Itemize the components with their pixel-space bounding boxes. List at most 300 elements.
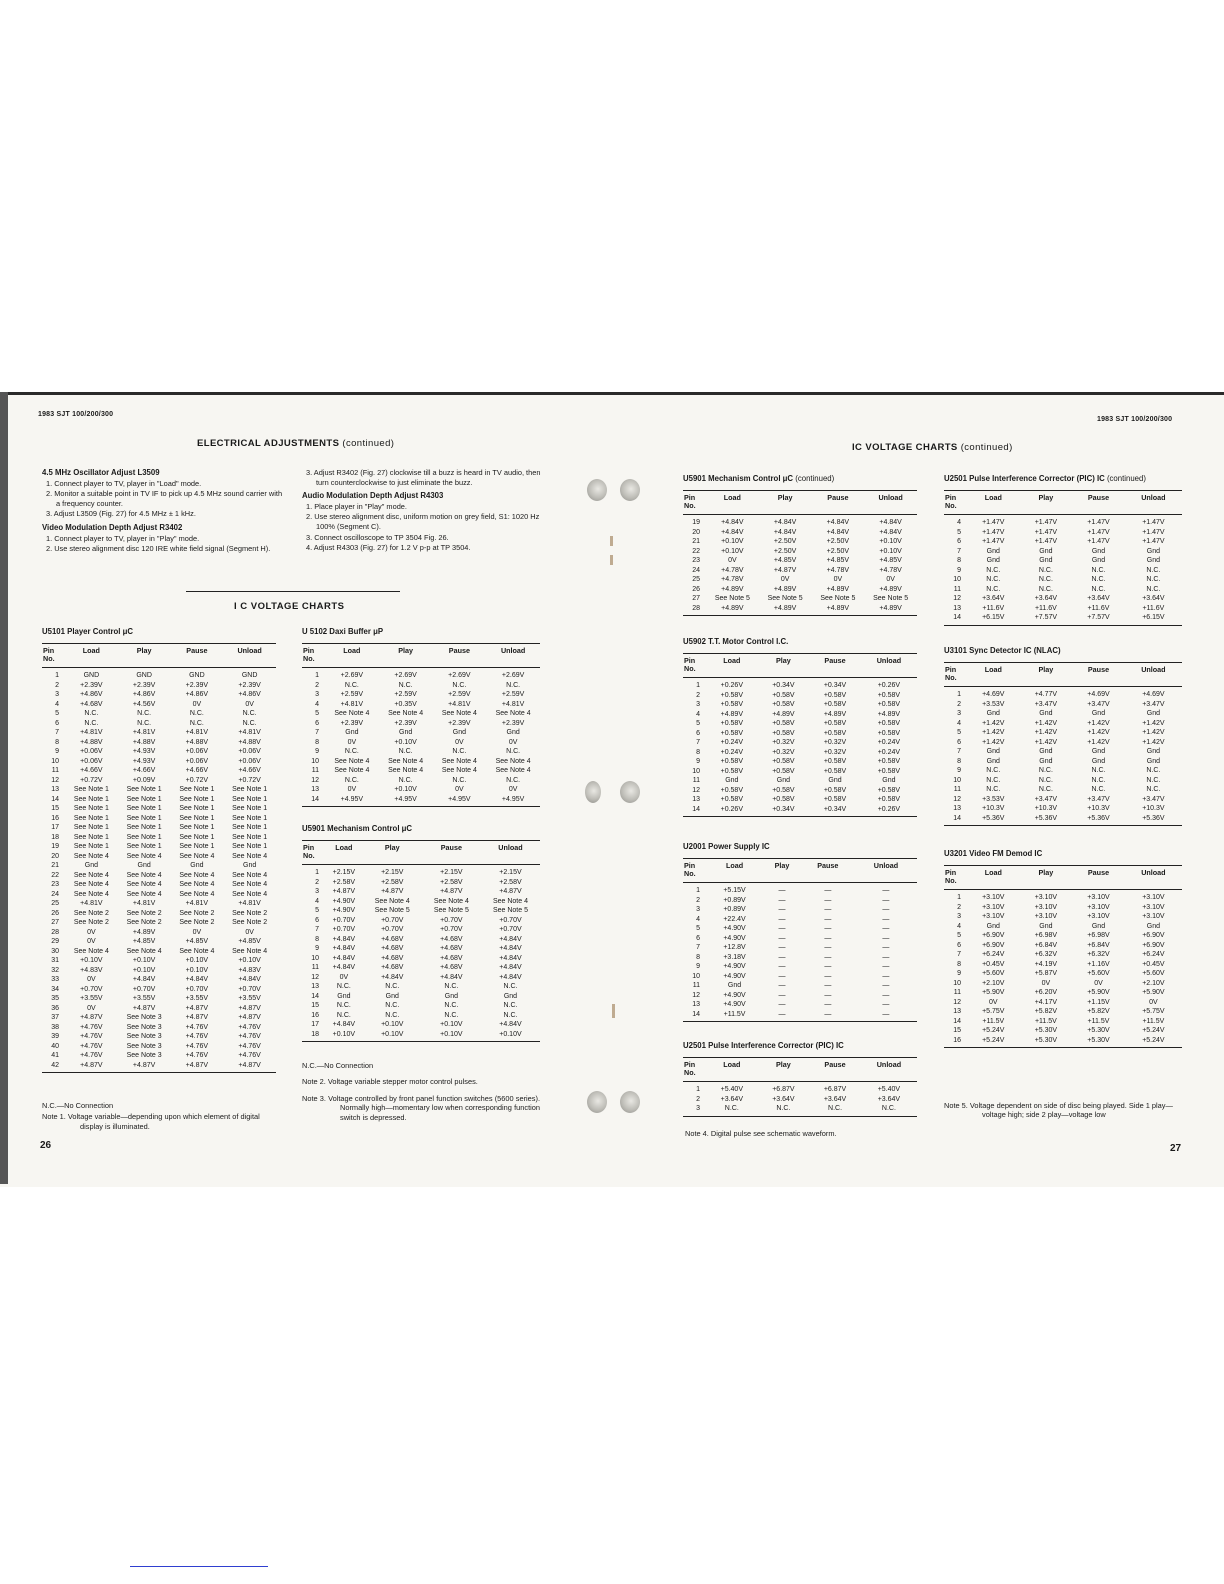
voltage-cell: +0.06V xyxy=(80,748,103,755)
voltage-cell: +0.58V xyxy=(720,720,743,727)
pin-cell: 20 xyxy=(51,852,59,860)
pin-cell: 6 xyxy=(957,538,961,545)
voltage-cell: — xyxy=(882,915,890,923)
header-row xyxy=(683,1058,917,1082)
table-title-text: U3201 Video FM Demod IC xyxy=(944,849,1043,858)
voltage-cell: N.C. xyxy=(1038,786,1053,793)
pin-cell: 13 xyxy=(953,604,961,612)
voltage-cell: +2.59V xyxy=(448,691,471,698)
table-row xyxy=(683,1000,917,1010)
voltage-cell: +2.69V xyxy=(340,672,364,679)
voltage-cell: +4.76V xyxy=(80,1052,103,1059)
voltage-cell: Gnd xyxy=(1146,557,1160,564)
table-row xyxy=(683,1010,917,1022)
voltage-cell: +2.69V xyxy=(394,672,417,679)
pin-cell: 8 xyxy=(315,738,319,746)
voltage-cell: +4.90V xyxy=(723,925,746,932)
voltage-cell: Gnd xyxy=(882,777,896,784)
voltage-cell: — xyxy=(882,1001,890,1008)
voltage-cell: See Note 4 xyxy=(388,710,424,717)
voltage-cell: +4.84V xyxy=(879,528,902,536)
voltage-cell: +4.89V xyxy=(826,585,850,593)
voltage-cell: +4.87V xyxy=(499,888,522,895)
voltage-cell: See Note 4 xyxy=(495,767,531,774)
pin-cell: 3 xyxy=(696,701,700,708)
voltage-cell: +4.95V xyxy=(325,795,379,807)
voltage-cell: +4.84V xyxy=(826,528,850,536)
voltage-cell: Gnd xyxy=(1146,547,1160,555)
voltage-cell: +1.47V xyxy=(1087,538,1110,545)
right-header-title: IC VOLTAGE CHARTS xyxy=(852,442,958,453)
col-pause: Pause xyxy=(433,644,487,668)
pin-cell: 2 xyxy=(315,878,319,886)
voltage-cell: See Note 2 xyxy=(126,919,162,926)
voltage-cell: +4.89V xyxy=(132,928,156,936)
binding-hole xyxy=(585,781,601,803)
table-row xyxy=(683,556,917,566)
col-unload: Unload xyxy=(223,644,276,668)
voltage-cell: +1.42V xyxy=(1087,729,1110,736)
table-row xyxy=(944,575,1182,585)
pin-cell: 17 xyxy=(311,1021,319,1028)
voltage-cell: See Note 1 xyxy=(179,833,215,841)
voltage-cell: N.C. xyxy=(503,1011,518,1019)
pin-cell: 5 xyxy=(957,932,961,939)
col-play: Play xyxy=(379,644,433,668)
binding-hole xyxy=(620,479,640,501)
voltage-table xyxy=(42,643,276,1073)
pin-cell: 1 xyxy=(55,672,59,679)
pin-cell: 8 xyxy=(696,953,700,961)
voltage-cell: See Note 1 xyxy=(232,786,268,793)
voltage-cell: +4.69V xyxy=(1142,691,1165,698)
voltage-cell: +3.64V xyxy=(823,1095,847,1103)
col-load: Load xyxy=(706,654,758,678)
voltage-cell: N.C. xyxy=(385,1011,400,1019)
voltage-cell: +0.24V xyxy=(720,739,743,746)
voltage-cell: +2.15V xyxy=(381,869,404,876)
voltage-cell: 0V xyxy=(87,976,96,983)
voltage-cell: See Note 4 xyxy=(495,757,531,765)
pin-cell: 1 xyxy=(957,691,961,698)
voltage-cell: See Note 4 xyxy=(441,767,477,774)
table-row xyxy=(42,956,276,966)
voltage-cell: See Note 4 xyxy=(334,767,370,774)
adjustment-steps xyxy=(42,479,288,519)
table-body xyxy=(302,668,540,807)
pin-cell: 7 xyxy=(957,748,961,755)
voltage-cell: +3.10V xyxy=(1087,903,1110,911)
voltage-cell: +0.35V xyxy=(394,700,417,708)
voltage-cell: N.C. xyxy=(137,719,152,727)
voltage-cell: +0.58V xyxy=(772,786,795,794)
voltage-cell: +0.58V xyxy=(877,729,901,737)
voltage-cell: N.C. xyxy=(861,1104,917,1116)
voltage-cell: GND xyxy=(189,672,205,679)
voltage-cell: +5.30V xyxy=(1072,1036,1125,1048)
voltage-cell: See Note 4 xyxy=(126,947,162,955)
pin-cell: 1 xyxy=(315,869,319,876)
voltage-cell: +0.34V xyxy=(823,682,847,689)
table-row xyxy=(302,709,540,719)
table-row xyxy=(42,909,276,919)
pin-cell: 12 xyxy=(953,998,961,1006)
voltage-cell: +0.58V xyxy=(877,767,901,775)
table-row xyxy=(302,973,540,983)
voltage-cell: +12.8V xyxy=(723,944,746,951)
voltage-cell: +5.60V xyxy=(1087,970,1110,977)
voltage-cell: 0V xyxy=(455,786,464,793)
table-u3101 xyxy=(944,646,1182,826)
table-row xyxy=(944,988,1182,998)
voltage-cell: +0.89V xyxy=(723,906,746,913)
table-row xyxy=(42,994,276,1004)
pin-cell: 6 xyxy=(957,941,961,949)
voltage-cell: +3.10V xyxy=(1087,913,1110,920)
voltage-cell: +4.84V xyxy=(773,519,797,526)
table-row xyxy=(944,566,1182,576)
table-row xyxy=(683,805,917,817)
voltage-cell: Gnd xyxy=(1039,557,1053,564)
table-row xyxy=(302,878,540,888)
voltage-cell: +0.10V xyxy=(238,957,261,964)
voltage-cell: +0.06V xyxy=(185,748,209,755)
voltage-cell: See Note 3 xyxy=(126,1052,162,1059)
voltage-cell: +4.76V xyxy=(80,1042,103,1050)
table-row xyxy=(302,1011,540,1021)
voltage-cell: +3.64V xyxy=(1087,595,1110,602)
voltage-cell: +4.68V xyxy=(440,935,463,943)
pin-cell: 12 xyxy=(51,776,59,784)
col-unload: Unload xyxy=(1125,866,1182,890)
voltage-cell: +4.84V xyxy=(826,519,850,526)
voltage-cell: Gnd xyxy=(986,748,1000,755)
table-title xyxy=(302,824,540,833)
voltage-cell: +0.58V xyxy=(720,786,743,794)
table-row xyxy=(302,700,540,710)
voltage-cell: +5.82V xyxy=(1034,1008,1058,1015)
voltage-cell: 0V xyxy=(245,928,254,936)
voltage-cell: +4.93V xyxy=(132,748,156,755)
table-row xyxy=(944,912,1182,922)
voltage-cell: — xyxy=(882,934,890,942)
table-u5902 xyxy=(683,637,917,817)
voltage-cell: N.C. xyxy=(385,1002,400,1009)
voltage-cell: +4.68V xyxy=(80,700,103,708)
table-title-text: U5902 T.T. Motor Control I.C. xyxy=(683,637,789,646)
voltage-cell: N.C. xyxy=(1091,585,1106,593)
pin-cell: 8 xyxy=(55,738,59,746)
voltage-cell: +0.10V xyxy=(363,1030,422,1042)
voltage-cell: +6.98V xyxy=(1034,932,1058,939)
voltage-cell: +0.10V xyxy=(80,957,103,964)
voltage-cell: +2.58V xyxy=(332,878,356,886)
table-title xyxy=(302,627,540,636)
col-play: Play xyxy=(758,1058,810,1082)
voltage-cell: +0.32V xyxy=(772,739,795,746)
voltage-cell: +4.90V xyxy=(723,991,746,999)
voltage-cell: +0.10V xyxy=(325,1030,363,1042)
voltage-cell: +5.40V xyxy=(720,1086,743,1093)
voltage-cell: +1.47V xyxy=(1034,528,1058,536)
pin-cell: 8 xyxy=(696,748,700,756)
table-row xyxy=(944,687,1182,700)
table-row xyxy=(42,804,276,814)
voltage-cell: Gnd xyxy=(986,547,1000,555)
voltage-cell: +3.10V xyxy=(1034,903,1058,911)
voltage-cell: +11.6V xyxy=(1034,604,1057,612)
voltage-cell: Gnd xyxy=(1091,547,1106,555)
table-row xyxy=(42,814,276,824)
voltage-cell: +1.42V xyxy=(1034,738,1058,746)
voltage-cell: N.C. xyxy=(84,719,99,727)
voltage-cell: GND xyxy=(241,672,258,679)
table-title-text: U5901 Mechanism Control μC xyxy=(683,474,794,483)
voltage-cell: +5.82V xyxy=(1087,1008,1110,1015)
table-title-suffix: (continued) xyxy=(1106,474,1146,483)
col-play: Play xyxy=(1020,663,1073,687)
table-title xyxy=(42,627,276,636)
table-row xyxy=(302,887,540,897)
header-row xyxy=(302,644,540,668)
voltage-cell: N.C. xyxy=(986,776,1001,784)
pin-cell: 28 xyxy=(683,604,706,616)
voltage-cell: 0V xyxy=(87,928,96,936)
voltage-cell: +4.89V xyxy=(721,585,744,593)
right-header-suffix: (continued) xyxy=(960,442,1013,453)
voltage-cell: +4.84V xyxy=(381,973,404,981)
voltage-table xyxy=(683,490,917,616)
voltage-cell: +0.58V xyxy=(823,786,847,794)
table-row xyxy=(42,899,276,909)
voltage-cell: +4.66V xyxy=(80,767,103,774)
table-row xyxy=(683,748,917,758)
table-u3201 xyxy=(944,849,1182,1048)
table-row xyxy=(944,700,1182,710)
table-row xyxy=(944,890,1182,903)
voltage-cell: +6.87V xyxy=(772,1086,795,1093)
table-row xyxy=(683,594,917,604)
pin-cell: 16 xyxy=(944,1036,967,1048)
table-title-text: U5901 Mechanism Control μC xyxy=(302,824,413,833)
voltage-cell: +0.10V xyxy=(422,1030,481,1042)
pin-cell: 15 xyxy=(311,1002,319,1009)
voltage-cell: See Note 1 xyxy=(179,805,215,812)
table-row xyxy=(302,757,540,767)
col-pause: Pause xyxy=(1072,663,1125,687)
table-row xyxy=(42,1061,276,1073)
table-row xyxy=(302,719,540,729)
col-pin: Pin No. xyxy=(683,491,706,515)
table-row xyxy=(302,916,540,926)
voltage-cell: N.C. xyxy=(1038,776,1053,784)
voltage-cell: +2.59V xyxy=(340,691,364,698)
voltage-cell: +4.81V xyxy=(132,729,156,736)
pin-cell: 9 xyxy=(696,758,700,765)
table-row xyxy=(42,747,276,757)
voltage-cell: +1.47V xyxy=(982,538,1005,545)
voltage-cell: 0V xyxy=(833,576,843,583)
col-play: Play xyxy=(763,859,801,883)
voltage-cell: +2.39V xyxy=(80,681,103,689)
voltage-cell: +4.87V xyxy=(223,1061,276,1073)
adjustment-step: 3. Connect oscilloscope to TP 3504 Fig. 26. xyxy=(306,532,449,542)
voltage-cell: 0V xyxy=(886,576,895,583)
voltage-cell: +0.58V xyxy=(772,691,795,699)
voltage-cell: +4.76V xyxy=(80,1033,103,1040)
voltage-cell: See Note 1 xyxy=(126,833,162,841)
pin-cell: 5 xyxy=(696,720,700,727)
voltage-cell: Gnd xyxy=(1091,710,1106,717)
voltage-cell: — xyxy=(778,915,786,923)
table-row xyxy=(42,681,276,691)
voltage-cell: N.C. xyxy=(986,576,1001,583)
voltage-cell: +4.90V xyxy=(723,1001,746,1008)
voltage-cell: Gnd xyxy=(986,757,1000,765)
pin-cell: 14 xyxy=(683,805,706,817)
voltage-cell: — xyxy=(882,963,890,970)
table-row xyxy=(944,950,1182,960)
voltage-cell: +4.89V xyxy=(720,710,743,718)
voltage-cell: See Note 5 xyxy=(873,595,909,602)
voltage-cell: +0.70V xyxy=(440,926,463,933)
voltage-cell: +2.59V xyxy=(394,691,417,698)
voltage-cell: +3.53V xyxy=(982,700,1005,708)
voltage-cell: See Note 4 xyxy=(433,897,469,905)
table-row xyxy=(683,924,917,934)
pin-cell: 2 xyxy=(696,896,700,904)
table-row xyxy=(42,871,276,881)
voltage-cell: +0.58V xyxy=(772,729,795,737)
voltage-cell: +0.24V xyxy=(877,739,901,746)
pin-cell: 32 xyxy=(51,966,59,974)
pin-cell: 11 xyxy=(953,786,961,793)
table-row xyxy=(944,1036,1182,1048)
voltage-cell: N.C. xyxy=(1038,585,1053,593)
voltage-cell: See Note 1 xyxy=(73,814,109,822)
voltage-cell: +5.75V xyxy=(982,1008,1005,1015)
col-play: Play xyxy=(1020,866,1073,890)
voltage-cell: +1.42V xyxy=(982,719,1005,727)
table-row xyxy=(683,934,917,944)
voltage-cell: +4.84V xyxy=(132,976,156,983)
pin-cell: 10 xyxy=(953,576,961,583)
pin-cell: 13 xyxy=(311,786,319,793)
table-row xyxy=(683,575,917,585)
voltage-cell: +4.87V xyxy=(332,888,356,895)
col-unload: Unload xyxy=(861,1058,917,1082)
voltage-cell: +3.64V xyxy=(772,1095,795,1103)
voltage-cell: +5.24V xyxy=(1142,1027,1165,1034)
voltage-cell: +4.81V xyxy=(132,900,156,907)
voltage-cell: +4.78V xyxy=(721,566,744,574)
pin-cell: 35 xyxy=(51,995,59,1002)
voltage-cell: +0.58V xyxy=(720,758,743,765)
col-pin: Pin No. xyxy=(302,841,325,865)
voltage-cell: +4.84V xyxy=(332,954,356,962)
pin-cell: 7 xyxy=(957,547,961,555)
voltage-cell: +0.06V xyxy=(238,748,261,755)
adjustments-column-1 xyxy=(42,468,288,558)
left-header-title: ELECTRICAL ADJUSTMENTS xyxy=(197,438,340,449)
voltage-cell: N.C. xyxy=(336,983,351,990)
pin-cell: 1 xyxy=(696,1086,700,1093)
voltage-cell: — xyxy=(824,963,832,970)
table-row xyxy=(683,1104,917,1116)
pin-cell: 4 xyxy=(957,922,961,930)
table-row xyxy=(302,1030,540,1042)
voltage-cell: +0.58V xyxy=(772,758,795,765)
voltage-cell: +0.10V xyxy=(132,966,156,974)
voltage-cell: 0V xyxy=(192,928,202,936)
table-row xyxy=(944,1026,1182,1036)
binding-hole xyxy=(620,1091,640,1113)
table-body xyxy=(42,668,276,1073)
voltage-cell: Gnd xyxy=(1146,757,1160,765)
voltage-cell: See Note 1 xyxy=(126,814,162,822)
table-row xyxy=(944,795,1182,805)
table-row xyxy=(944,941,1182,951)
table-row xyxy=(302,1020,540,1030)
voltage-cell: +0.09V xyxy=(132,776,156,784)
voltage-cell: — xyxy=(882,896,890,904)
table-row xyxy=(944,585,1182,595)
voltage-cell: +1.42V xyxy=(1034,729,1058,736)
table-header xyxy=(42,644,276,668)
voltage-cell: +0.06V xyxy=(80,757,103,765)
voltage-cell: — xyxy=(778,1001,786,1008)
pin-cell: 5 xyxy=(55,710,59,717)
pin-cell: 12 xyxy=(311,973,319,981)
voltage-cell: +0.72V xyxy=(80,776,103,784)
table-u2501 xyxy=(683,1041,917,1117)
col-pin: Pin No. xyxy=(944,663,967,687)
voltage-cell: +4.84V xyxy=(499,1021,522,1028)
pin-cell: 11 xyxy=(953,585,961,593)
voltage-cell: +4.76V xyxy=(238,1052,261,1059)
table-row xyxy=(42,1051,276,1061)
voltage-cell: +2.58V xyxy=(381,878,404,886)
voltage-cell: +1.47V xyxy=(1142,528,1165,536)
voltage-cell: See Note 1 xyxy=(73,843,109,850)
voltage-cell: +4.76V xyxy=(238,1033,261,1040)
pin-cell: 6 xyxy=(315,719,319,727)
voltage-cell: +4.95V xyxy=(486,795,540,807)
voltage-cell: — xyxy=(824,934,832,942)
voltage-cell: 0V xyxy=(508,786,518,793)
voltage-cell: +1.42V xyxy=(982,729,1005,736)
voltage-cell: 0V xyxy=(989,998,998,1006)
voltage-cell: +3.47V xyxy=(1034,795,1058,803)
voltage-cell: +11.5V xyxy=(1142,1017,1165,1025)
voltage-cell: +0.10V xyxy=(394,786,417,793)
pin-cell: 19 xyxy=(51,843,59,850)
voltage-cell: +4.89V xyxy=(759,604,812,616)
voltage-cell: +4.84V xyxy=(773,528,797,536)
voltage-cell: N.C. xyxy=(444,983,459,990)
voltage-cell: +1.15V xyxy=(1087,998,1110,1006)
voltage-cell: Gnd xyxy=(986,922,1000,930)
voltage-cell: +0.58V xyxy=(772,767,795,775)
voltage-cell: Gnd xyxy=(137,862,151,869)
table-row xyxy=(944,515,1182,528)
table-row xyxy=(944,709,1182,719)
pin-cell: 18 xyxy=(51,833,59,841)
adjustment-heading: Audio Modulation Depth Adjust R4303 xyxy=(302,491,444,501)
pin-cell: 24 xyxy=(692,566,700,574)
voltage-cell: Gnd xyxy=(1039,710,1053,717)
table-row xyxy=(42,975,276,985)
